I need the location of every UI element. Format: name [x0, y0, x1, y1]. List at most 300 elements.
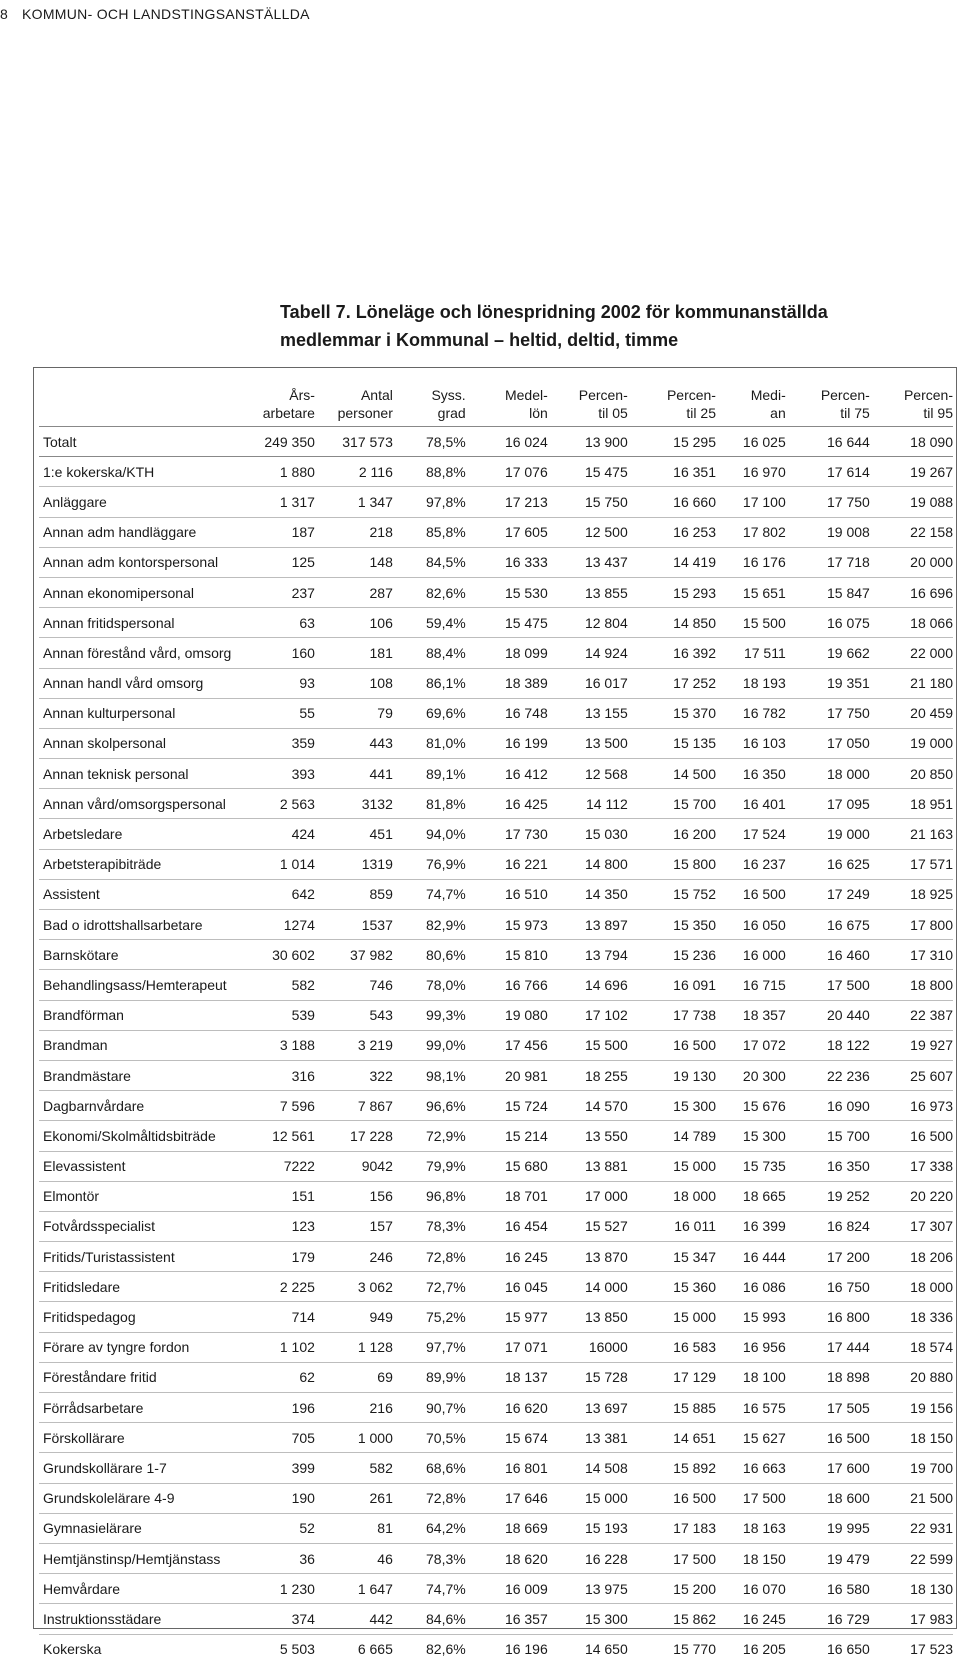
occupation-cell: Fotvårdsspecialist [39, 1211, 261, 1241]
occupation-cell: Annan förestånd vård, omsorg [39, 638, 261, 668]
salary-table [39, 378, 953, 1664]
value-cell: 99,0% [393, 1030, 466, 1060]
value-cell: 20 440 [786, 1000, 870, 1030]
value-cell: 3 219 [315, 1030, 393, 1060]
occupation-cell: Annan adm kontorspersonal [39, 547, 261, 577]
value-cell: 17 571 [870, 849, 953, 879]
value-cell: 97,8% [393, 487, 466, 517]
value-cell: 16 350 [786, 1151, 870, 1181]
value-cell: 16 024 [466, 427, 548, 457]
value-cell: 1 347 [315, 487, 393, 517]
value-cell: 14 850 [628, 608, 716, 638]
value-cell: 17 129 [628, 1362, 716, 1392]
value-cell: 13 437 [548, 547, 628, 577]
occupation-cell: Kokerska [39, 1634, 261, 1664]
occupation-cell: Annan handl vård omsorg [39, 668, 261, 698]
value-cell: 14 924 [548, 638, 628, 668]
value-cell: 82,6% [393, 577, 466, 607]
value-cell: 17 605 [466, 517, 548, 547]
value-cell: 16 824 [786, 1211, 870, 1241]
table-row [39, 577, 953, 607]
header-line: Antal [360, 387, 393, 403]
value-cell: 18 193 [716, 668, 786, 698]
value-cell: 16 766 [466, 970, 548, 1000]
value-cell: 18 574 [870, 1332, 953, 1362]
occupation-cell: Arbetsledare [39, 819, 261, 849]
occupation-cell: Totalt [39, 427, 261, 457]
value-cell: 22 387 [870, 1000, 953, 1030]
value-cell: 25 607 [870, 1060, 953, 1090]
occupation-cell: Barnskötare [39, 940, 261, 970]
value-cell: 19 080 [466, 1000, 548, 1030]
value-cell: 14 651 [628, 1423, 716, 1453]
value-cell: 15 300 [716, 1121, 786, 1151]
value-cell: 16 412 [466, 759, 548, 789]
value-cell: 14 500 [628, 759, 716, 789]
value-cell: 15 030 [548, 819, 628, 849]
value-cell: 16 663 [716, 1453, 786, 1483]
value-cell: 37 982 [315, 940, 393, 970]
table-row [39, 1393, 953, 1423]
value-cell: 96,8% [393, 1181, 466, 1211]
value-cell: 17 183 [628, 1513, 716, 1543]
header-line: an [770, 405, 786, 421]
value-cell: 62 [261, 1362, 315, 1392]
table-row [39, 1453, 953, 1483]
header-occupation [39, 378, 261, 427]
value-cell: 17 500 [786, 970, 870, 1000]
value-cell: 15 295 [628, 427, 716, 457]
value-cell: 17 310 [870, 940, 953, 970]
value-cell: 17 505 [786, 1393, 870, 1423]
occupation-cell: Assistent [39, 879, 261, 909]
caption-line-1: Tabell 7. Löneläge och lönespridning 2002 för kommunanställda [280, 302, 828, 322]
value-cell: 12 500 [548, 517, 628, 547]
occupation-cell: Annan teknisk personal [39, 759, 261, 789]
value-cell: 16 017 [548, 668, 628, 698]
value-cell: 20 981 [466, 1060, 548, 1090]
value-cell: 15 627 [716, 1423, 786, 1453]
value-cell: 17 456 [466, 1030, 548, 1060]
value-cell: 16 973 [870, 1091, 953, 1121]
table-row [39, 698, 953, 728]
value-cell: 16 090 [786, 1091, 870, 1121]
value-cell: 78,3% [393, 1543, 466, 1573]
occupation-cell: Brandman [39, 1030, 261, 1060]
value-cell: 16 575 [716, 1393, 786, 1423]
value-cell: 16 205 [716, 1634, 786, 1664]
value-cell: 16 350 [716, 759, 786, 789]
value-cell: 15 300 [548, 1604, 628, 1634]
value-cell: 21 163 [870, 819, 953, 849]
value-cell: 16 970 [716, 457, 786, 487]
header-arsarbetare [261, 378, 315, 427]
value-cell: 19 252 [786, 1181, 870, 1211]
value-cell: 13 794 [548, 940, 628, 970]
value-cell: 15 347 [628, 1242, 716, 1272]
value-cell: 72,8% [393, 1242, 466, 1272]
value-cell: 17 307 [870, 1211, 953, 1241]
value-cell: 16 625 [786, 849, 870, 879]
value-cell: 84,6% [393, 1604, 466, 1634]
value-cell: 261 [315, 1483, 393, 1513]
value-cell: 714 [261, 1302, 315, 1332]
table-row [39, 1362, 953, 1392]
value-cell: 18 898 [786, 1362, 870, 1392]
value-cell: 1 647 [315, 1574, 393, 1604]
value-cell: 160 [261, 638, 315, 668]
value-cell: 443 [315, 728, 393, 758]
value-cell: 90,7% [393, 1393, 466, 1423]
table-row [39, 1634, 953, 1664]
value-cell: 17 500 [716, 1483, 786, 1513]
value-cell: 287 [315, 577, 393, 607]
value-cell: 157 [315, 1211, 393, 1241]
value-cell: 543 [315, 1000, 393, 1030]
value-cell: 15 475 [466, 608, 548, 638]
value-cell: 1 317 [261, 487, 315, 517]
value-cell: 16 200 [628, 819, 716, 849]
value-cell: 15 993 [716, 1302, 786, 1332]
table-row [39, 1060, 953, 1090]
header-line: lön [529, 405, 548, 421]
occupation-cell: Ekonomi/Skolmåltidsbiträde [39, 1121, 261, 1151]
occupation-cell: Annan adm handläggare [39, 517, 261, 547]
table-row [39, 1423, 953, 1453]
value-cell: 15 193 [548, 1513, 628, 1543]
value-cell: 14 789 [628, 1121, 716, 1151]
value-cell: 17 444 [786, 1332, 870, 1362]
table-row [39, 487, 953, 517]
header-medellon [466, 378, 548, 427]
value-cell: 13 975 [548, 1574, 628, 1604]
value-cell: 322 [315, 1060, 393, 1090]
value-cell: 15 680 [466, 1151, 548, 1181]
value-cell: 16 176 [716, 547, 786, 577]
value-cell: 949 [315, 1302, 393, 1332]
value-cell: 16 237 [716, 849, 786, 879]
header-median [716, 378, 786, 427]
value-cell: 78,3% [393, 1211, 466, 1241]
table-row [39, 608, 953, 638]
value-cell: 63 [261, 608, 315, 638]
occupation-cell: Gymnasielärare [39, 1513, 261, 1543]
header-line: grad [437, 405, 466, 421]
value-cell: 14 419 [628, 547, 716, 577]
value-cell: 19 700 [870, 1453, 953, 1483]
value-cell: 17 050 [786, 728, 870, 758]
value-cell: 20 000 [870, 547, 953, 577]
value-cell: 15 862 [628, 1604, 716, 1634]
value-cell: 46 [315, 1543, 393, 1573]
value-cell: 16 500 [628, 1483, 716, 1513]
value-cell: 97,7% [393, 1332, 466, 1362]
value-cell: 18 925 [870, 879, 953, 909]
value-cell: 108 [315, 668, 393, 698]
value-cell: 18 099 [466, 638, 548, 668]
value-cell: 78,0% [393, 970, 466, 1000]
value-cell: 55 [261, 698, 315, 728]
value-cell: 746 [315, 970, 393, 1000]
occupation-cell: Grundskollärare 1-7 [39, 1453, 261, 1483]
value-cell: 15 200 [628, 1574, 716, 1604]
table-row [39, 940, 953, 970]
value-cell: 15 810 [466, 940, 548, 970]
value-cell: 20 459 [870, 698, 953, 728]
value-cell: 82,6% [393, 1634, 466, 1664]
value-cell: 1537 [315, 910, 393, 940]
value-cell: 15 750 [548, 487, 628, 517]
value-cell: 15 360 [628, 1272, 716, 1302]
header-line: personer [337, 405, 393, 421]
value-cell: 16 729 [786, 1604, 870, 1634]
value-cell: 582 [261, 970, 315, 1000]
table-row [39, 1242, 953, 1272]
table-caption [280, 298, 900, 354]
header-line: Percen- [903, 387, 953, 403]
value-cell: 539 [261, 1000, 315, 1030]
value-cell: 15 674 [466, 1423, 548, 1453]
table-body [39, 427, 953, 1664]
value-cell: 72,9% [393, 1121, 466, 1151]
value-cell: 16 199 [466, 728, 548, 758]
value-cell: 89,1% [393, 759, 466, 789]
value-cell: 14 650 [548, 1634, 628, 1664]
occupation-cell: Instruktionsstädare [39, 1604, 261, 1634]
value-cell: 16 333 [466, 547, 548, 577]
value-cell: 16 500 [870, 1121, 953, 1151]
occupation-cell: Dagbarnvårdare [39, 1091, 261, 1121]
occupation-cell: Förskollärare [39, 1423, 261, 1453]
value-cell: 19 000 [870, 728, 953, 758]
value-cell: 79 [315, 698, 393, 728]
value-cell: 156 [315, 1181, 393, 1211]
value-cell: 1319 [315, 849, 393, 879]
value-cell: 16 000 [716, 940, 786, 970]
table-row [39, 1272, 953, 1302]
value-cell: 13 850 [548, 1302, 628, 1332]
value-cell: 76,9% [393, 849, 466, 879]
value-cell: 15 724 [466, 1091, 548, 1121]
value-cell: 17 750 [786, 698, 870, 728]
table-row [39, 879, 953, 909]
header-percentil-95 [870, 378, 953, 427]
value-cell: 94,0% [393, 819, 466, 849]
table-row [39, 1030, 953, 1060]
value-cell: 15 000 [628, 1302, 716, 1332]
value-cell: 359 [261, 728, 315, 758]
value-cell: 18 122 [786, 1030, 870, 1060]
value-cell: 19 662 [786, 638, 870, 668]
value-cell: 1 014 [261, 849, 315, 879]
value-cell: 16 782 [716, 698, 786, 728]
value-cell: 19 000 [786, 819, 870, 849]
value-cell: 705 [261, 1423, 315, 1453]
table-row [39, 517, 953, 547]
value-cell: 19 351 [786, 668, 870, 698]
value-cell: 16 660 [628, 487, 716, 517]
value-cell: 17 213 [466, 487, 548, 517]
table-row [39, 728, 953, 758]
value-cell: 16 075 [786, 608, 870, 638]
value-cell: 15 735 [716, 1151, 786, 1181]
value-cell: 15 214 [466, 1121, 548, 1151]
value-cell: 17 252 [628, 668, 716, 698]
header-line: Percen- [666, 387, 716, 403]
value-cell: 18 000 [870, 1272, 953, 1302]
running-title: KOMMUN- OCH LANDSTINGSANSTÄLLDA [22, 6, 310, 22]
value-cell: 16 392 [628, 638, 716, 668]
occupation-cell: Brandmästare [39, 1060, 261, 1090]
value-cell: 16 351 [628, 457, 716, 487]
header-line: arbetare [262, 405, 315, 421]
value-cell: 15 530 [466, 577, 548, 607]
value-cell: 64,2% [393, 1513, 466, 1543]
page-number: 8 [0, 6, 9, 22]
value-cell: 13 381 [548, 1423, 628, 1453]
value-cell: 69,6% [393, 698, 466, 728]
value-cell: 22 000 [870, 638, 953, 668]
value-cell: 125 [261, 547, 315, 577]
value-cell: 19 008 [786, 517, 870, 547]
value-cell: 59,4% [393, 608, 466, 638]
value-cell: 18 066 [870, 608, 953, 638]
table-header-row [39, 378, 953, 427]
value-cell: 18 150 [870, 1423, 953, 1453]
value-cell: 13 155 [548, 698, 628, 728]
value-cell: 18 701 [466, 1181, 548, 1211]
value-cell: 72,7% [393, 1272, 466, 1302]
caption-line-2: medlemmar i Kommunal – heltid, deltid, timme [280, 330, 679, 350]
value-cell: 187 [261, 517, 315, 547]
value-cell: 79,9% [393, 1151, 466, 1181]
value-cell: 22 599 [870, 1543, 953, 1573]
value-cell: 18 206 [870, 1242, 953, 1272]
value-cell: 17 500 [628, 1543, 716, 1573]
value-cell: 1 000 [315, 1423, 393, 1453]
value-cell: 14 350 [548, 879, 628, 909]
value-cell: 17 338 [870, 1151, 953, 1181]
occupation-cell: Arbetsterapibiträde [39, 849, 261, 879]
table-row [39, 1513, 953, 1543]
value-cell: 316 [261, 1060, 315, 1090]
occupation-cell: Brandförman [39, 1000, 261, 1030]
value-cell: 13 881 [548, 1151, 628, 1181]
value-cell: 19 927 [870, 1030, 953, 1060]
value-cell: 81,0% [393, 728, 466, 758]
value-cell: 16 800 [786, 1302, 870, 1332]
value-cell: 15 973 [466, 910, 548, 940]
value-cell: 17 100 [716, 487, 786, 517]
table-row [39, 1604, 953, 1634]
value-cell: 14 508 [548, 1453, 628, 1483]
value-cell: 16 025 [716, 427, 786, 457]
value-cell: 16 196 [466, 1634, 548, 1664]
value-cell: 3 188 [261, 1030, 315, 1060]
value-cell: 5 503 [261, 1634, 315, 1664]
value-cell: 36 [261, 1543, 315, 1573]
value-cell: 17 646 [466, 1483, 548, 1513]
value-cell: 18 163 [716, 1513, 786, 1543]
value-cell: 190 [261, 1483, 315, 1513]
value-cell: 68,6% [393, 1453, 466, 1483]
value-cell: 17 600 [786, 1453, 870, 1483]
value-cell: 237 [261, 577, 315, 607]
value-cell: 441 [315, 759, 393, 789]
occupation-cell: Elmontör [39, 1181, 261, 1211]
value-cell: 1 880 [261, 457, 315, 487]
value-cell: 17 718 [786, 547, 870, 577]
value-cell: 80,6% [393, 940, 466, 970]
value-cell: 151 [261, 1181, 315, 1211]
value-cell: 19 479 [786, 1543, 870, 1573]
value-cell: 30 602 [261, 940, 315, 970]
value-cell: 16 748 [466, 698, 548, 728]
header-line: Percen- [820, 387, 870, 403]
table-row [39, 1211, 953, 1241]
table-row [39, 547, 953, 577]
value-cell: 17 228 [315, 1121, 393, 1151]
value-cell: 18 137 [466, 1362, 548, 1392]
value-cell: 15 000 [628, 1151, 716, 1181]
header-percentil-25 [628, 378, 716, 427]
value-cell: 442 [315, 1604, 393, 1634]
value-cell: 13 900 [548, 427, 628, 457]
value-cell: 393 [261, 759, 315, 789]
value-cell: 69 [315, 1362, 393, 1392]
value-cell: 18 090 [870, 427, 953, 457]
value-cell: 13 500 [548, 728, 628, 758]
value-cell: 85,8% [393, 517, 466, 547]
value-cell: 15 651 [716, 577, 786, 607]
value-cell: 20 880 [870, 1362, 953, 1392]
value-cell: 16 454 [466, 1211, 548, 1241]
value-cell: 18 800 [870, 970, 953, 1000]
value-cell: 88,8% [393, 457, 466, 487]
occupation-cell: Grundskolelärare 4-9 [39, 1483, 261, 1513]
occupation-cell: Förrådsarbetare [39, 1393, 261, 1423]
value-cell: 18 951 [870, 789, 953, 819]
value-cell: 859 [315, 879, 393, 909]
value-cell: 16 401 [716, 789, 786, 819]
value-cell: 15 770 [628, 1634, 716, 1664]
value-cell: 7 867 [315, 1091, 393, 1121]
value-cell: 17 511 [716, 638, 786, 668]
value-cell: 15 236 [628, 940, 716, 970]
occupation-cell: Hemvårdare [39, 1574, 261, 1604]
value-cell: 16 500 [786, 1423, 870, 1453]
value-cell: 22 236 [786, 1060, 870, 1090]
value-cell: 16 221 [466, 849, 548, 879]
value-cell: 179 [261, 1242, 315, 1272]
table-row [39, 1000, 953, 1030]
value-cell: 17 750 [786, 487, 870, 517]
value-cell: 16 956 [716, 1332, 786, 1362]
value-cell: 15 500 [716, 608, 786, 638]
value-cell: 14 800 [548, 849, 628, 879]
value-cell: 74,7% [393, 1574, 466, 1604]
value-cell: 16 650 [786, 1634, 870, 1664]
value-cell: 2 225 [261, 1272, 315, 1302]
value-cell: 74,7% [393, 879, 466, 909]
value-cell: 16 228 [548, 1543, 628, 1573]
value-cell: 16 750 [786, 1272, 870, 1302]
value-cell: 1 102 [261, 1332, 315, 1362]
table-row [39, 1151, 953, 1181]
value-cell: 13 550 [548, 1121, 628, 1151]
value-cell: 15 700 [786, 1121, 870, 1151]
value-cell: 15 370 [628, 698, 716, 728]
